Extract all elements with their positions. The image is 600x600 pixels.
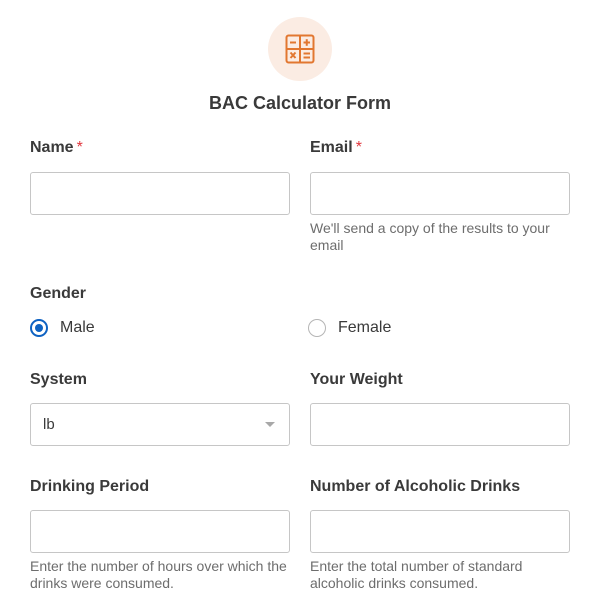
required-marker: * — [355, 139, 362, 156]
radio-male-label[interactable]: Male — [60, 319, 95, 336]
form-logo — [268, 17, 332, 81]
drinking-period-input[interactable] — [30, 510, 290, 553]
email-input[interactable] — [310, 172, 570, 215]
gender-label: Gender — [30, 285, 87, 302]
gender-option-male[interactable] — [30, 318, 95, 338]
weight-label: Your Weight — [310, 371, 403, 388]
weight-input[interactable] — [310, 403, 570, 446]
required-marker: * — [76, 139, 83, 156]
name-label-text: Name — [30, 139, 74, 156]
form-title: BAC Calculator Form — [208, 93, 392, 113]
drinks-label: Number of Alcoholic Drinks — [310, 478, 521, 495]
name-input[interactable] — [30, 172, 290, 215]
email-help-text: We'll send a copy of the results to your email — [310, 220, 550, 253]
drinking-period-label: Drinking Period — [30, 478, 150, 495]
radio-male[interactable] — [30, 319, 48, 337]
drinks-input[interactable] — [310, 510, 570, 553]
chevron-down-icon[interactable] — [265, 422, 275, 427]
radio-female[interactable] — [308, 319, 326, 337]
calculator-icon — [285, 34, 315, 64]
system-label: System — [30, 371, 87, 388]
name-label — [30, 138, 83, 158]
email-label-text: Email — [310, 139, 353, 156]
drinking-period-help-text: Enter the number of hours over which the drinks were consumed. — [30, 558, 287, 591]
gender-option-female[interactable] — [308, 318, 391, 338]
radio-selected-dot — [35, 324, 43, 332]
system-select-value: lb — [43, 416, 55, 433]
system-select[interactable] — [30, 403, 290, 446]
radio-female-label[interactable]: Female — [338, 319, 392, 336]
drinks-help-text: Enter the total number of standard alcoholic drinks consumed. — [310, 558, 523, 591]
email-label — [310, 138, 362, 158]
